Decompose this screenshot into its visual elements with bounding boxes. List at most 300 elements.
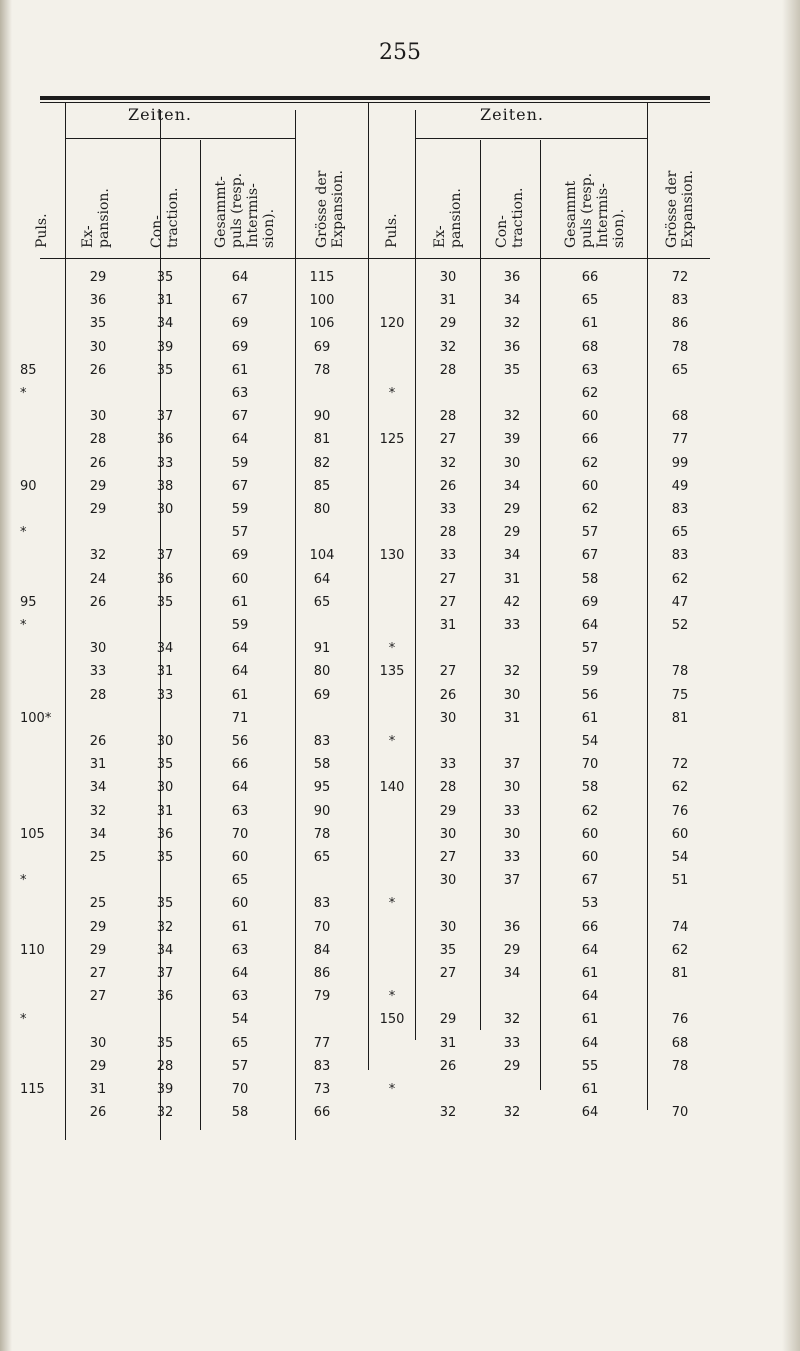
left-cell: 90 — [313, 409, 331, 425]
right-cell: 61 — [581, 1012, 599, 1028]
left-cell: 77 — [313, 1035, 331, 1051]
right-cell: 31 — [503, 710, 521, 726]
right-cell: 30 — [439, 826, 457, 842]
left-cell: 70 — [231, 826, 249, 842]
header-line: Ex- — [432, 225, 448, 248]
left-cell: 57 — [231, 525, 249, 541]
right-cell: 64 — [581, 1035, 599, 1051]
right-cell: 30 — [439, 270, 457, 285]
header-line: Con- — [494, 215, 510, 248]
left-cell: 36 — [89, 293, 107, 309]
left-cell: 64 — [231, 270, 249, 285]
right-cell: 76 — [671, 1012, 689, 1028]
right-cell: 60 — [581, 478, 599, 494]
right-cell: 28 — [439, 362, 457, 378]
left-cell: 66 — [231, 757, 249, 773]
right-cell: 33 — [503, 1035, 521, 1051]
left-cell: 25 — [89, 896, 107, 912]
left-cell: 90 — [313, 803, 331, 819]
right-cell: 60 — [581, 826, 599, 842]
left-cell: 26 — [89, 734, 107, 749]
left-cell: 28 — [89, 687, 107, 703]
left-cell: 65 — [313, 850, 331, 865]
right-puls-label: * — [388, 989, 396, 1005]
top-rule — [40, 96, 710, 100]
header-line: Grösse der — [314, 170, 330, 248]
left-cell: 78 — [313, 362, 331, 378]
right-cell: 33 — [503, 850, 521, 865]
group-title-zeiten-left: Zeiten. — [128, 105, 192, 124]
left-cell: 31 — [89, 1082, 107, 1097]
right-cell: 30 — [439, 710, 457, 726]
right-cell: 33 — [439, 502, 457, 517]
left-cell: 29 — [89, 478, 107, 494]
right-cell: 99 — [671, 455, 689, 471]
header-line: sion). — [261, 208, 277, 248]
right-cell: 68 — [671, 1035, 689, 1051]
left-cell: 35 — [156, 362, 174, 378]
left-puls-label: 105 — [20, 826, 45, 842]
left-cell: 30 — [89, 409, 107, 425]
left-cell: 73 — [313, 1082, 331, 1097]
left-cell: 69 — [313, 339, 331, 355]
right-cell: 33 — [439, 757, 457, 773]
right-cell: 29 — [439, 316, 457, 332]
right-cell: 81 — [671, 966, 689, 981]
right-puls-label: * — [388, 734, 396, 749]
column-divider — [295, 110, 296, 1140]
left-cell: 37 — [156, 966, 174, 981]
left-cell: 67 — [231, 478, 249, 494]
left-cell: 34 — [156, 942, 174, 958]
left-puls-label: * — [20, 386, 27, 401]
left-cell: 59 — [231, 618, 249, 633]
left-cell: 65 — [313, 594, 331, 610]
left-puls-label: 95 — [20, 594, 37, 610]
header-line: Intermis- — [245, 183, 261, 248]
header-gesammt-right — [563, 173, 627, 248]
left-cell: 67 — [231, 409, 249, 425]
left-cell: 64 — [231, 780, 249, 796]
right-puls-label: * — [388, 641, 396, 657]
right-cell: 32 — [503, 1012, 521, 1028]
left-cell: 30 — [156, 780, 174, 796]
left-cell: 67 — [231, 293, 249, 309]
left-cell: 29 — [89, 942, 107, 958]
right-cell: 66 — [581, 919, 599, 935]
right-cell: 81 — [671, 710, 689, 726]
right-cell: 83 — [671, 293, 689, 309]
right-cell: 64 — [581, 989, 599, 1005]
header-line: Puls. — [34, 213, 50, 248]
left-cell: 70 — [231, 1082, 249, 1097]
left-cell: 34 — [89, 826, 107, 842]
right-cell: 32 — [503, 664, 521, 680]
right-cell: 57 — [581, 641, 599, 657]
right-cell: 66 — [581, 432, 599, 448]
right-cell: 55 — [581, 1058, 599, 1074]
header-line: traction. — [165, 187, 181, 248]
column-divider — [368, 103, 369, 1070]
left-cell: 69 — [231, 316, 249, 332]
right-cell: 29 — [439, 803, 457, 819]
left-cell: 82 — [313, 455, 331, 471]
header-line: pansion. — [96, 188, 112, 248]
right-cell: 68 — [581, 339, 599, 355]
column-divider — [540, 140, 541, 1090]
right-cell: 27 — [439, 432, 457, 448]
right-cell: 31 — [439, 1035, 457, 1051]
right-cell: 62 — [671, 780, 689, 796]
left-cell: 29 — [89, 502, 107, 517]
right-cell: 27 — [439, 850, 457, 865]
header-line: Con- — [149, 215, 165, 248]
right-cell: 29 — [503, 502, 521, 517]
left-cell: 31 — [156, 293, 174, 309]
header-rule — [40, 258, 710, 259]
left-cell: 32 — [156, 1105, 174, 1121]
right-cell: 68 — [671, 409, 689, 425]
right-cell: 51 — [671, 873, 689, 889]
left-cell: 61 — [231, 594, 249, 610]
header-line: pansion. — [448, 188, 464, 248]
left-cell: 84 — [313, 942, 331, 958]
right-cell: 33 — [503, 803, 521, 819]
left-cell: 30 — [89, 1035, 107, 1051]
page-number: 255 — [379, 40, 421, 65]
left-cell: 79 — [313, 989, 331, 1005]
left-cell: 33 — [156, 455, 174, 471]
left-cell: 32 — [89, 803, 107, 819]
left-cell: 32 — [89, 548, 107, 564]
column-divider — [647, 103, 648, 1110]
left-cell: 56 — [231, 734, 249, 749]
left-cell: 30 — [156, 502, 174, 517]
left-cell: 35 — [156, 1035, 174, 1051]
right-cell: 42 — [503, 594, 521, 610]
right-cell: 28 — [439, 525, 457, 541]
right-cell: 62 — [581, 803, 599, 819]
left-cell: 34 — [156, 641, 174, 657]
left-cell: 61 — [231, 687, 249, 703]
header-groesse-left — [314, 170, 346, 248]
left-cell: 35 — [156, 594, 174, 610]
right-cell: 35 — [503, 362, 521, 378]
left-cell: 71 — [231, 710, 249, 726]
group-rule-left — [65, 138, 295, 139]
right-cell: 29 — [439, 1012, 457, 1028]
left-cell: 30 — [156, 734, 174, 749]
left-puls-label: * — [20, 618, 27, 633]
left-cell: 35 — [89, 316, 107, 332]
left-cell: 64 — [231, 966, 249, 981]
right-cell: 61 — [581, 316, 599, 332]
right-cell: 83 — [671, 502, 689, 517]
left-cell: 36 — [156, 571, 174, 587]
right-cell: 34 — [503, 478, 521, 494]
left-cell: 65 — [231, 873, 249, 889]
right-cell: 65 — [581, 293, 599, 309]
right-puls-label: 150 — [379, 1012, 405, 1028]
left-cell: 33 — [156, 687, 174, 703]
left-cell: 31 — [89, 757, 107, 773]
left-puls-label: 115 — [20, 1082, 45, 1097]
left-cell: 31 — [156, 803, 174, 819]
right-cell: 28 — [439, 409, 457, 425]
right-puls-label: 140 — [379, 780, 405, 796]
left-cell: 100 — [309, 293, 335, 309]
right-cell: 34 — [503, 966, 521, 981]
right-puls-label: 125 — [379, 432, 405, 448]
left-cell: 64 — [231, 641, 249, 657]
left-cell: 61 — [231, 919, 249, 935]
left-cell: 57 — [231, 1058, 249, 1074]
right-cell: 27 — [439, 664, 457, 680]
left-cell: 29 — [89, 919, 107, 935]
left-cell: 104 — [309, 548, 335, 564]
left-cell: 60 — [231, 896, 249, 912]
left-cell: 63 — [231, 989, 249, 1005]
right-cell: 65 — [671, 525, 689, 541]
right-puls-label: 120 — [379, 316, 405, 332]
right-cell: 53 — [581, 896, 599, 912]
right-cell: 30 — [503, 826, 521, 842]
right-cell: 32 — [503, 1105, 521, 1121]
right-cell: 49 — [671, 478, 689, 494]
left-cell: 28 — [156, 1058, 174, 1074]
left-cell: 95 — [313, 780, 331, 796]
left-cell: 37 — [156, 548, 174, 564]
left-cell: 29 — [89, 270, 107, 285]
left-cell: 58 — [313, 757, 331, 773]
right-puls-label: 130 — [379, 548, 405, 564]
header-expansion-right — [432, 188, 464, 248]
left-cell: 60 — [231, 571, 249, 587]
right-cell: 32 — [439, 1105, 457, 1121]
right-cell: 30 — [439, 873, 457, 889]
left-puls-label: * — [20, 873, 27, 889]
left-cell: 59 — [231, 455, 249, 471]
right-cell: 30 — [503, 455, 521, 471]
left-cell: 69 — [231, 339, 249, 355]
right-cell: 62 — [581, 386, 599, 401]
left-cell: 26 — [89, 455, 107, 471]
right-cell: 30 — [503, 687, 521, 703]
column-divider — [65, 103, 66, 1140]
column-divider — [200, 140, 201, 1130]
header-gesammt-left — [213, 173, 277, 248]
right-cell: 70 — [581, 757, 599, 773]
header-line: puls (resp. — [229, 172, 245, 248]
left-cell: 64 — [313, 571, 331, 587]
right-cell: 64 — [581, 942, 599, 958]
right-cell: 29 — [503, 525, 521, 541]
right-cell: 67 — [581, 873, 599, 889]
header-line: Expansion. — [330, 170, 346, 248]
right-puls-label: 135 — [379, 664, 405, 680]
left-cell: 106 — [309, 316, 335, 332]
left-cell: 86 — [313, 966, 331, 981]
right-cell: 34 — [503, 548, 521, 564]
right-cell: 31 — [503, 571, 521, 587]
left-cell: 69 — [231, 548, 249, 564]
right-cell: 47 — [671, 594, 689, 610]
left-puls-label: 90 — [20, 478, 37, 494]
right-cell: 61 — [581, 966, 599, 981]
right-cell: 61 — [581, 1082, 599, 1097]
left-cell: 69 — [313, 687, 331, 703]
header-contraction-left — [149, 187, 181, 248]
left-cell: 80 — [313, 502, 331, 517]
right-cell: 67 — [581, 548, 599, 564]
right-cell: 74 — [671, 919, 689, 935]
right-cell: 26 — [439, 1058, 457, 1074]
header-expansion-left — [80, 188, 112, 248]
header-groesse-right — [664, 170, 696, 248]
right-cell: 36 — [503, 270, 521, 285]
right-cell: 76 — [671, 803, 689, 819]
header-line: traction. — [510, 187, 526, 248]
right-cell: 77 — [671, 432, 689, 448]
right-cell: 78 — [671, 339, 689, 355]
group-title-zeiten-right: Zeiten. — [480, 105, 544, 124]
left-cell: 26 — [89, 1105, 107, 1121]
right-cell: 72 — [671, 270, 689, 285]
right-cell: 27 — [439, 966, 457, 981]
right-cell: 32 — [439, 339, 457, 355]
left-cell: 39 — [156, 339, 174, 355]
right-cell: 70 — [671, 1105, 689, 1121]
left-cell: 36 — [156, 989, 174, 1005]
left-cell: 29 — [89, 1058, 107, 1074]
left-cell: 36 — [156, 826, 174, 842]
left-cell: 26 — [89, 362, 107, 378]
right-cell: 36 — [503, 919, 521, 935]
header-line: Expansion. — [680, 170, 696, 248]
header-line: Grösse der — [664, 170, 680, 248]
left-cell: 33 — [89, 664, 107, 680]
left-cell: 80 — [313, 664, 331, 680]
left-cell: 66 — [313, 1105, 331, 1121]
right-puls-label: * — [388, 386, 396, 401]
right-cell: 26 — [439, 687, 457, 703]
left-cell: 85 — [313, 478, 331, 494]
right-cell: 57 — [581, 525, 599, 541]
left-cell: 64 — [231, 664, 249, 680]
right-cell: 60 — [581, 850, 599, 865]
left-cell: 31 — [156, 664, 174, 680]
left-cell: 81 — [313, 432, 331, 448]
right-cell: 62 — [581, 502, 599, 517]
right-puls-label: * — [388, 1082, 396, 1097]
column-divider — [480, 140, 481, 1030]
left-puls-label: 100* — [20, 710, 52, 726]
header-line: Gesammt — [563, 180, 579, 248]
right-cell: 31 — [439, 293, 457, 309]
left-cell: 64 — [231, 432, 249, 448]
right-cell: 29 — [503, 1058, 521, 1074]
left-cell: 83 — [313, 1058, 331, 1074]
right-cell: 32 — [503, 316, 521, 332]
right-cell: 30 — [503, 780, 521, 796]
column-divider — [415, 110, 416, 1040]
right-cell: 64 — [581, 1105, 599, 1121]
right-cell: 58 — [581, 780, 599, 796]
left-cell: 26 — [89, 594, 107, 610]
header-line: Ex- — [80, 225, 96, 248]
left-cell: 83 — [313, 896, 331, 912]
right-cell: 69 — [581, 594, 599, 610]
left-cell: 27 — [89, 966, 107, 981]
header-line: Gesammt- — [213, 176, 229, 248]
left-cell: 65 — [231, 1035, 249, 1051]
right-cell: 26 — [439, 478, 457, 494]
left-cell: 63 — [231, 942, 249, 958]
left-cell: 34 — [89, 780, 107, 796]
right-cell: 54 — [671, 850, 689, 865]
left-cell: 54 — [231, 1012, 249, 1028]
right-cell: 35 — [439, 942, 457, 958]
left-cell: 35 — [156, 850, 174, 865]
left-cell: 39 — [156, 1082, 174, 1097]
right-puls-label: * — [388, 896, 396, 912]
right-cell: 60 — [671, 826, 689, 842]
left-cell: 38 — [156, 478, 174, 494]
right-cell: 33 — [439, 548, 457, 564]
right-cell: 62 — [581, 455, 599, 471]
left-cell: 61 — [231, 362, 249, 378]
right-cell: 65 — [671, 362, 689, 378]
left-cell: 32 — [156, 919, 174, 935]
right-cell: 86 — [671, 316, 689, 332]
left-cell: 91 — [313, 641, 331, 657]
left-cell: 34 — [156, 316, 174, 332]
right-cell: 52 — [671, 618, 689, 633]
right-cell: 66 — [581, 270, 599, 285]
right-cell: 78 — [671, 664, 689, 680]
right-cell: 56 — [581, 687, 599, 703]
right-cell: 78 — [671, 1058, 689, 1074]
right-cell: 72 — [671, 757, 689, 773]
right-cell: 62 — [671, 942, 689, 958]
right-cell: 83 — [671, 548, 689, 564]
right-cell: 61 — [581, 710, 599, 726]
right-cell: 28 — [439, 780, 457, 796]
right-cell: 62 — [671, 571, 689, 587]
left-cell: 115 — [309, 270, 335, 285]
left-cell: 24 — [89, 571, 107, 587]
right-cell: 64 — [581, 618, 599, 633]
top-rule-thin — [40, 102, 710, 103]
left-cell: 27 — [89, 989, 107, 1005]
header-puls-left — [34, 213, 50, 248]
right-cell: 60 — [581, 409, 599, 425]
right-cell: 63 — [581, 362, 599, 378]
left-cell: 78 — [313, 826, 331, 842]
right-cell: 36 — [503, 339, 521, 355]
left-cell: 25 — [89, 850, 107, 865]
left-cell: 36 — [156, 432, 174, 448]
page-edge-right — [782, 0, 800, 1351]
right-cell: 31 — [439, 618, 457, 633]
right-cell: 39 — [503, 432, 521, 448]
left-cell: 58 — [231, 1105, 249, 1121]
right-cell: 32 — [503, 409, 521, 425]
right-cell: 27 — [439, 571, 457, 587]
right-cell: 29 — [503, 942, 521, 958]
header-line: Puls. — [384, 213, 400, 248]
right-cell: 34 — [503, 293, 521, 309]
